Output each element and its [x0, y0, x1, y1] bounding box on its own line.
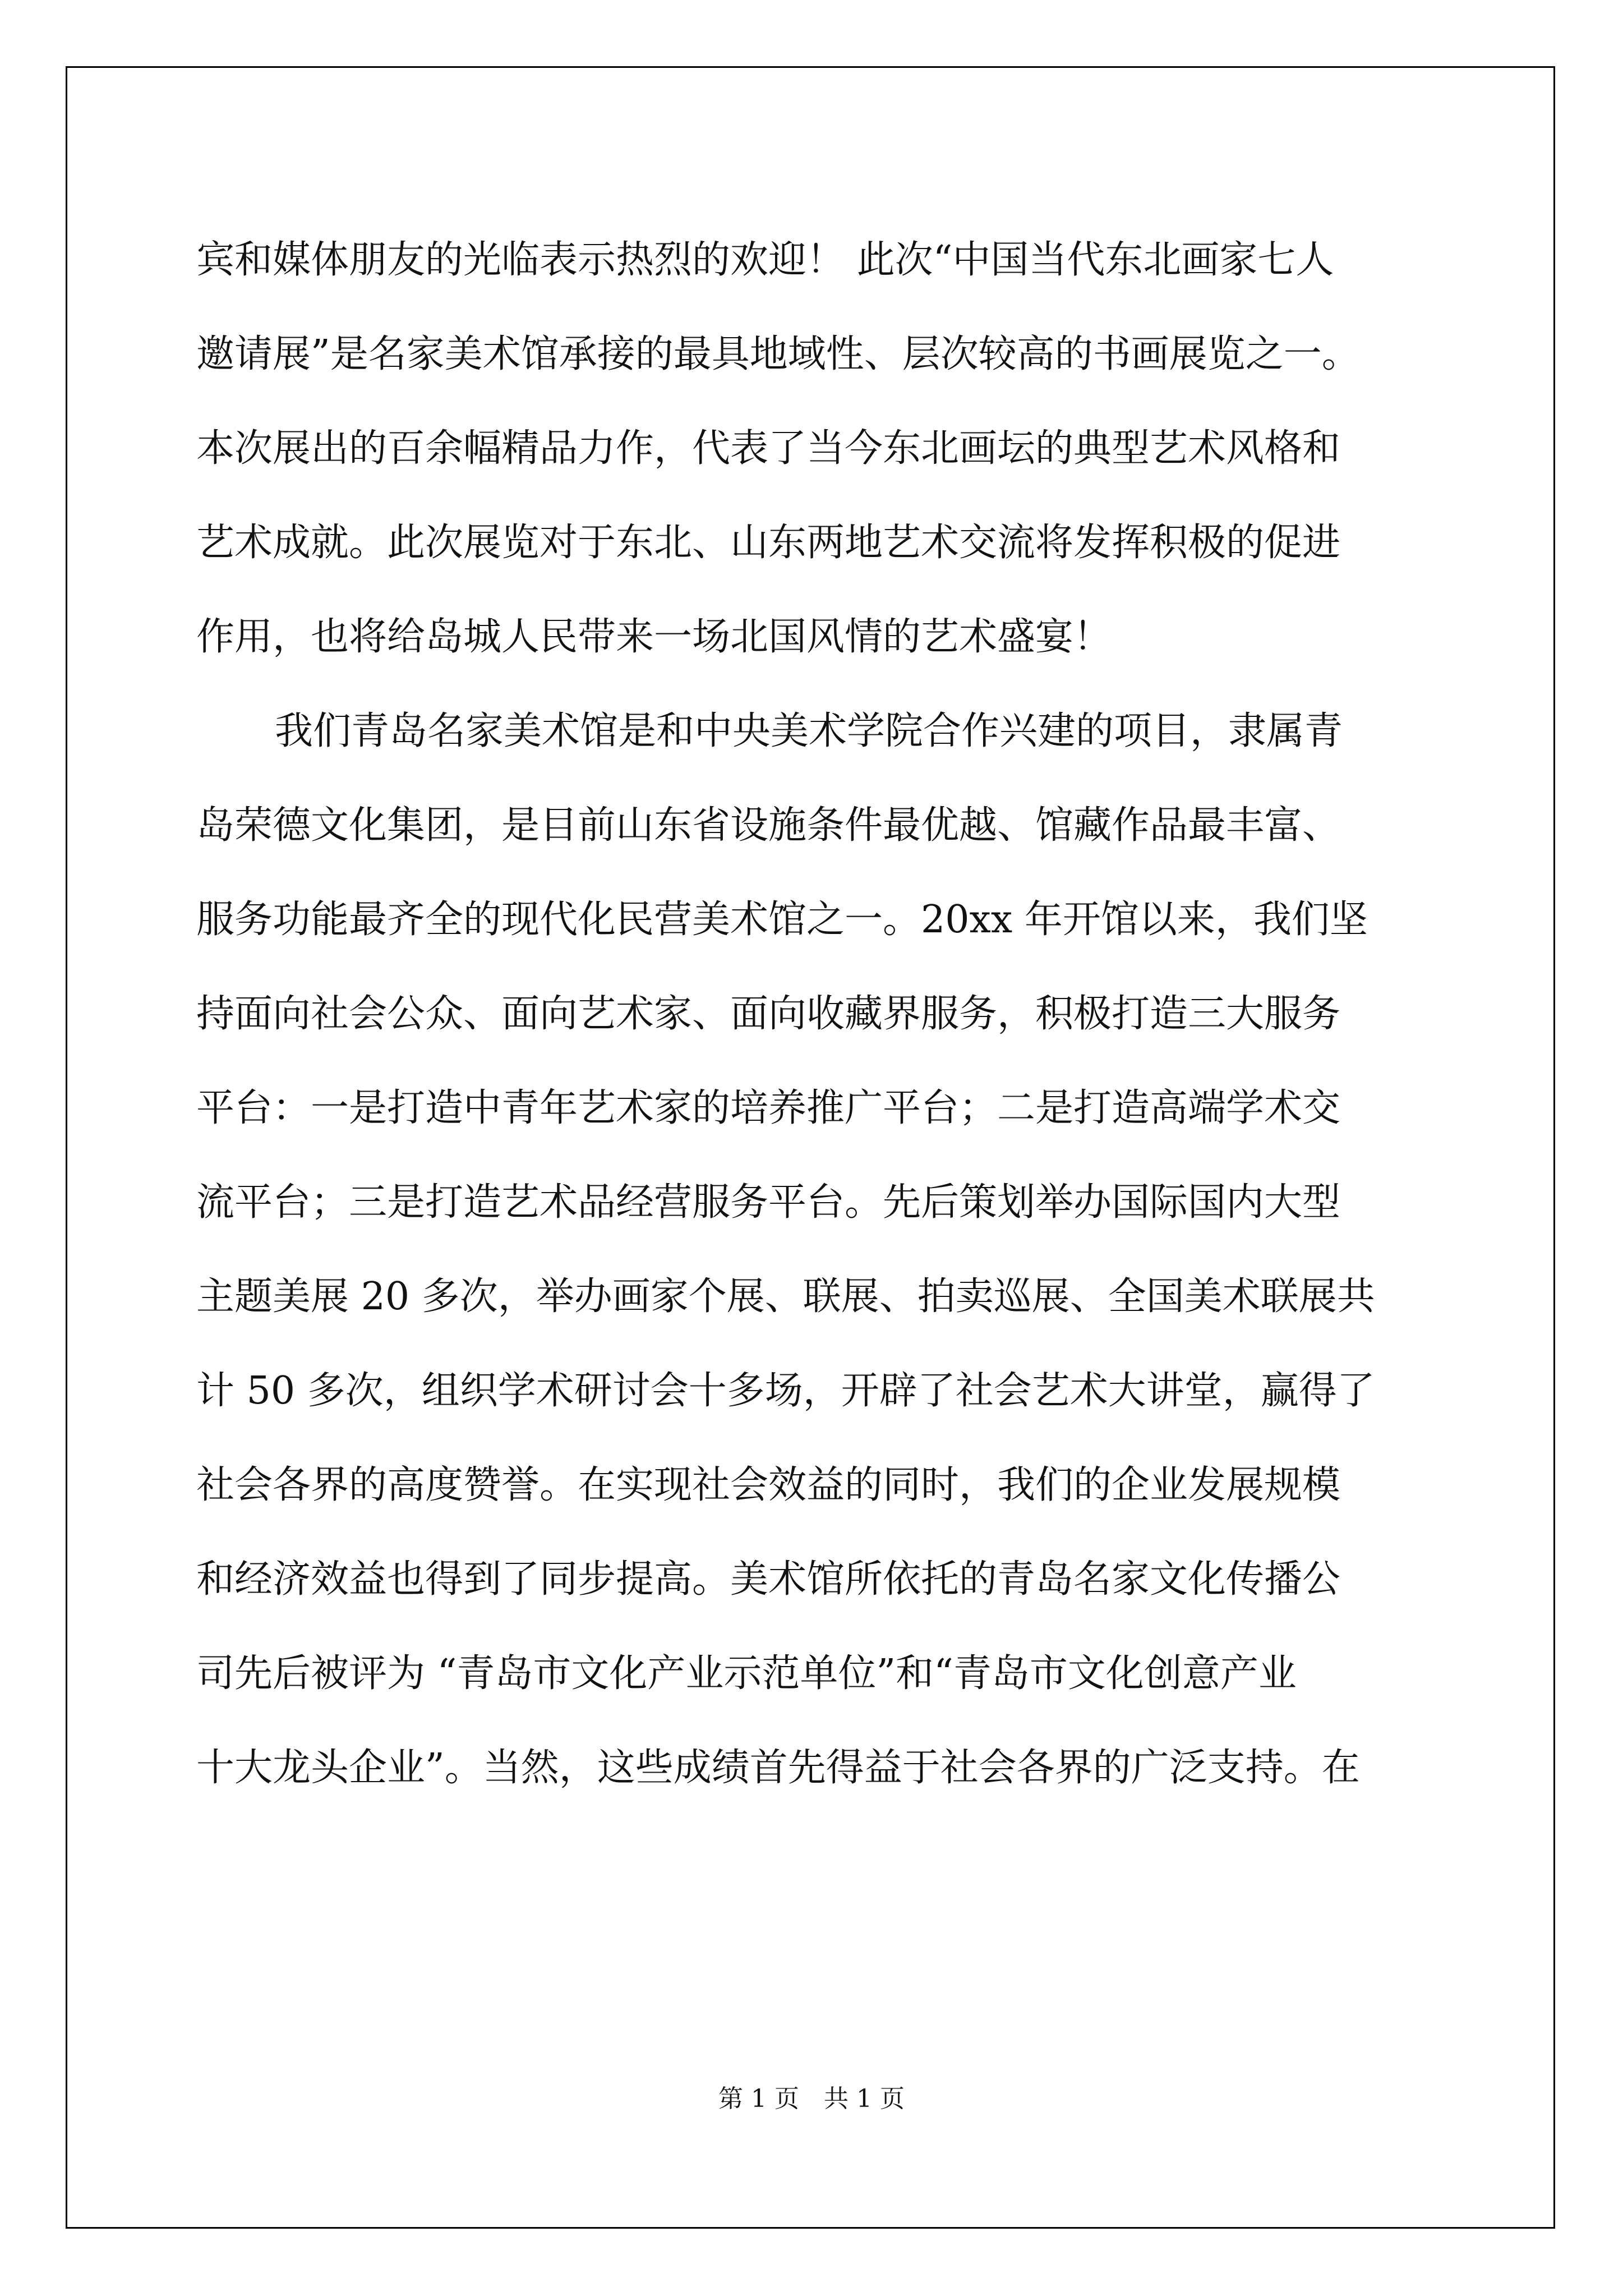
- text-line: 宾和媒体朋友的光临表示热烈的欢迎！ 此次“中国当代东北画家七人: [196, 238, 1334, 282]
- text-line: 流平台；三是打造艺术品经营服务平台。先后策划举办国际国内大型: [196, 1180, 1341, 1225]
- text-line: 计 50 多次，组织学术研讨会十多场，开辟了社会艺术大讲堂，赢得了: [196, 1369, 1375, 1413]
- text-line: 和经济效益也得到了同步提高。美术馆所依托的青岛名家文化传播公: [196, 1557, 1341, 1602]
- text-line: 司先后被评为 “青岛市文化产业示范单位”和“青岛市文化创意产业: [196, 1651, 1297, 1696]
- text-line: 我们青岛名家美术馆是和中央美术学院合作兴建的项目，隶属青: [275, 709, 1343, 753]
- text-line: 社会各界的高度赞誉。在实现社会效益的同时，我们的企业发展规模: [196, 1463, 1341, 1507]
- text-line: 邀请展”是名家美术馆承接的最具地域性、层次较高的书画展览之一。: [196, 332, 1360, 376]
- text-line: 艺术成就。此次展览对于东北、山东两地艺术交流将发挥积极的促进: [196, 521, 1341, 565]
- text-line: 岛荣德文化集团，是目前山东省设施条件最优越、馆藏作品最丰富、: [196, 803, 1341, 848]
- text-line: 持面向社会公众、面向艺术家、面向收藏界服务，积极打造三大服务: [196, 992, 1341, 1036]
- text-line: 十大龙头企业”。当然，这些成绩首先得益于社会各界的广泛支持。在: [196, 1746, 1360, 1790]
- text-line: 平台：一是打造中青年艺术家的培养推广平台；二是打造高端学术交: [196, 1086, 1341, 1130]
- text-line: 作用，也将给岛城人民带来一场北国风情的艺术盛宴！: [196, 615, 1112, 659]
- paragraph-2: [196, 684, 1430, 1815]
- text-line: 服务功能最齐全的现代化民营美术馆之一。20xx 年开馆以来，我们坚: [196, 898, 1368, 942]
- text-line: 主题美展 20 多次，举办画家个展、联展、拍卖巡展、全国美术联展共: [196, 1274, 1375, 1319]
- text-line: 本次展出的百余幅精品力作，代表了当今东北画坛的典型艺术风格和: [196, 426, 1341, 471]
- page-number-footer: 第 1 页 共 1 页: [718, 2085, 905, 2113]
- paragraph-1: [196, 213, 1430, 684]
- document-body: [196, 213, 1430, 1815]
